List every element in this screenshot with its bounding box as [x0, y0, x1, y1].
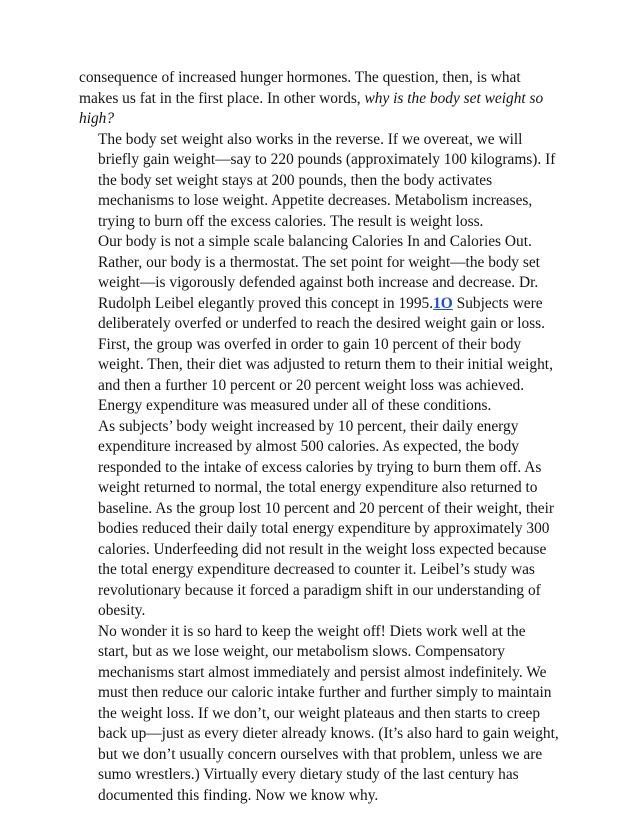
document-page: [79, 68, 563, 806]
text-segment: responded to the intake of excess calories by trying to burn them off. As: [98, 458, 542, 476]
text-segment: mechanisms start almost immediately and persist almost indefinitely. We: [98, 663, 547, 681]
text-line: [79, 417, 563, 438]
text-segment: trying to burn off the excess calories. The result is weight loss.: [98, 212, 484, 230]
text-line: [79, 540, 563, 561]
text-line: [79, 212, 563, 233]
text-line: [79, 130, 563, 151]
paragraph: [79, 417, 563, 622]
emphasized-text: high?: [79, 110, 115, 127]
text-line: [79, 519, 563, 540]
text-line: [79, 683, 563, 704]
text-segment: Our body is not a simple scale balancing Calories In and Calories Out.: [98, 233, 532, 250]
text-line: [79, 232, 563, 253]
text-segment: baseline. As the group lost 10 percent and 20 percent of their weight, their: [98, 499, 555, 517]
text-line: [79, 273, 563, 294]
text-line: [79, 458, 563, 479]
text-line: [79, 376, 563, 397]
text-line: [79, 191, 563, 212]
text-segment: the total energy expenditure decreased to counter it. Leibel’s study was: [98, 561, 535, 578]
text-line: [79, 499, 563, 520]
emphasized-text: why is the body set weight so: [364, 89, 544, 107]
text-line: [79, 745, 563, 766]
text-line: [79, 601, 563, 622]
text-segment: bodies reduced their daily total energy expenditure by approximately 300: [98, 520, 550, 537]
text-segment: the body set weight stays at 200 pounds, then the body activates: [98, 171, 493, 189]
text-segment: makes us fat in the first place. In other words,: [79, 89, 365, 107]
text-line: [79, 294, 563, 315]
text-line: [79, 724, 563, 745]
text-segment: expenditure increased by almost 500 calories. As expected, the body: [98, 438, 519, 455]
text-segment: briefly gain weight—say to 220 pounds (approximately 100 kilograms). If: [98, 151, 556, 168]
text-segment: As subjects’ body weight increased by 10 percent, their daily energy: [98, 417, 519, 435]
text-line: [79, 171, 563, 192]
text-line: [79, 560, 563, 581]
text-segment: obesity.: [98, 602, 146, 619]
text-line: [79, 765, 563, 786]
footnote-reference-link[interactable]: 1O: [433, 294, 453, 312]
paragraph: [79, 622, 563, 807]
text-segment: No wonder it is so hard to keep the weight off! Diets work well at the: [98, 622, 526, 640]
text-segment: weight—is vigorously defended against both increase and decrease. Dr.: [98, 274, 539, 291]
text-line: [79, 642, 563, 663]
text-line: [79, 253, 563, 274]
text-line: [79, 314, 563, 335]
text-segment: consequence of increased hunger hormones. The question, then, is what: [79, 69, 521, 86]
text-segment: mechanisms to lose weight. Appetite decreases. Metabolism increases,: [98, 192, 533, 209]
paragraph: [79, 232, 563, 417]
text-segment: sumo wrestlers.) Virtually every dietary study of the last century has: [98, 766, 519, 783]
text-line: [79, 437, 563, 458]
text-line: [79, 663, 563, 684]
text-line: [79, 89, 563, 110]
text-segment: calories. Underfeeding did not result in the weight loss expected because: [98, 540, 547, 558]
text-segment: weight. Then, their diet was adjusted to return them to their initial weight,: [98, 356, 553, 373]
text-line: [79, 68, 563, 89]
text-line: [79, 704, 563, 725]
text-line: [79, 109, 563, 130]
text-segment: start, but as we lose weight, our metabolism slows. Compensatory: [98, 643, 505, 660]
paragraph: [79, 68, 563, 130]
text-segment: First, the group was overfed in order to gain 10 percent of their body: [98, 335, 522, 353]
text-line: [79, 355, 563, 376]
text-segment: The body set weight also works in the reverse. If we overeat, we will: [98, 130, 523, 148]
paragraph: [79, 130, 563, 233]
text-segment: revolutionary because it forced a paradigm shift in our understanding of: [98, 581, 541, 599]
text-segment: back up—just as every dieter already knows. (It’s also hard to gain weight,: [98, 725, 559, 742]
text-line: [79, 335, 563, 356]
text-segment: deliberately overfed or underfed to reach the desired weight gain or loss.: [98, 315, 546, 332]
text-segment: the weight loss. If we don’t, our weight plateaus and then starts to creep: [98, 704, 541, 722]
text-segment: Rudolph Leibel elegantly proved this concept in 1995.: [98, 294, 434, 312]
text-line: [79, 581, 563, 602]
text-line: [79, 478, 563, 499]
text-segment: documented this finding. Now we know why.: [98, 786, 379, 804]
text-segment: Subjects were: [452, 294, 543, 312]
text-line: [79, 396, 563, 417]
text-line: [79, 622, 563, 643]
text-segment: Rather, our body is a thermostat. The set point for weight—the body set: [98, 253, 540, 271]
text-segment: and then a further 10 percent or 20 percent weight loss was achieved.: [98, 376, 525, 394]
text-segment: must then reduce our caloric intake further and further simply to maintain: [98, 684, 552, 701]
text-segment: weight returned to normal, the total energy expenditure also returned to: [98, 479, 538, 496]
text-line: [79, 150, 563, 171]
text-segment: but we don’t usually concern ourselves with that problem, unless we are: [98, 745, 543, 763]
text-segment: Energy expenditure was measured under all of these conditions.: [98, 397, 492, 414]
text-line: [79, 786, 563, 807]
